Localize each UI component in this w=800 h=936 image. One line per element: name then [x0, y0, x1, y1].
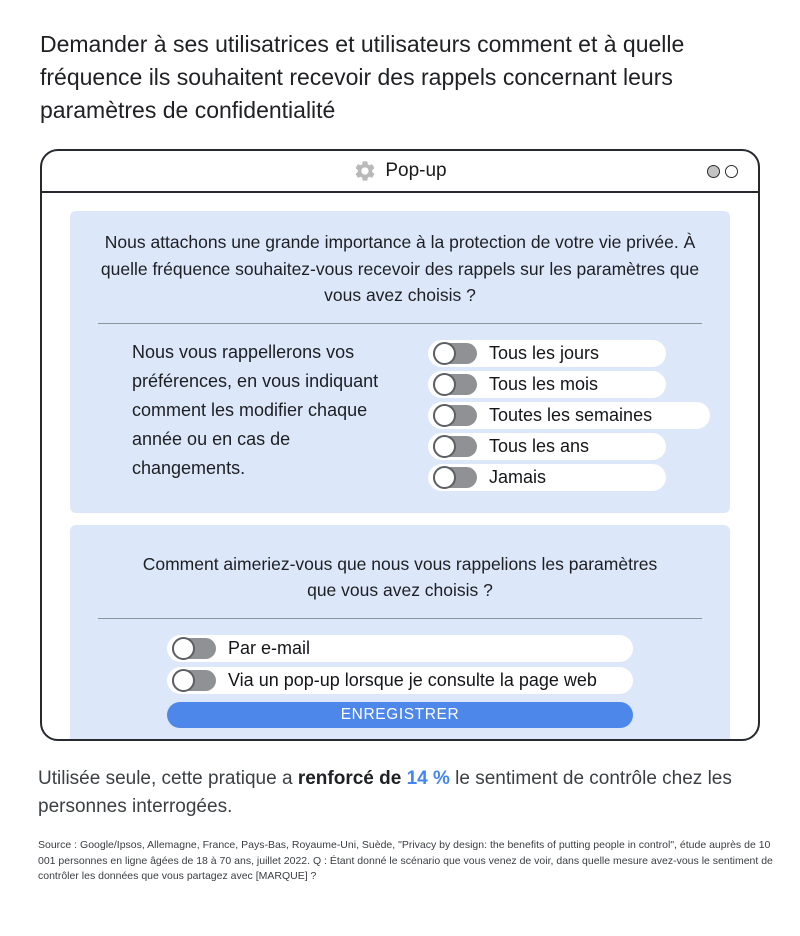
option-label: Tous les jours [489, 342, 600, 363]
option-tous-les-mois[interactable] [428, 371, 666, 398]
method-panel [70, 525, 730, 742]
window-header [42, 151, 758, 193]
toggle-off-icon[interactable] [172, 638, 216, 659]
option-via-popup[interactable] [167, 667, 633, 694]
window-title: Pop-up [385, 160, 447, 181]
popup-window [40, 149, 760, 741]
gear-icon [353, 159, 377, 183]
toggle-knob [433, 435, 456, 458]
option-par-email[interactable] [167, 635, 633, 662]
toggle-off-icon[interactable] [172, 670, 216, 691]
option-label: Via un pop-up lorsque je consulte la page web [228, 669, 597, 690]
save-button[interactable]: ENREGISTRER [167, 702, 633, 728]
option-jamais[interactable] [428, 464, 666, 491]
result-suffix: le sentiment de contrôle chez les personnes interrogées. [38, 768, 732, 817]
toggle-off-icon[interactable] [433, 374, 477, 395]
frequency-description: Nous vous rappellerons vos préférences, en vous indiquant comment les modifier chaque année ou en cas de changements. [132, 341, 379, 478]
page [0, 28, 800, 936]
toggle-knob [433, 373, 456, 396]
method-options [167, 635, 633, 728]
frequency-content [90, 324, 710, 497]
result-value: 14 % [406, 768, 450, 789]
option-label: Tous les mois [489, 373, 599, 394]
option-tous-les-jours[interactable] [428, 340, 666, 367]
frequency-question: Nous attachons une grande importance à la protection de votre vie privée. À quelle fréquence souhaitez-vous recevoir des rappels sur les paramètres que vous avez choisis ? [100, 232, 700, 305]
option-tous-les-ans[interactable] [428, 433, 666, 460]
divider [98, 618, 702, 619]
result-emphasis: renforcé de [297, 768, 407, 789]
frequency-panel [70, 211, 730, 513]
toggle-knob [433, 466, 456, 489]
frequency-options [428, 338, 710, 491]
toggle-knob [172, 637, 195, 660]
result-statement [38, 765, 762, 821]
option-label: Tous les ans [489, 435, 590, 456]
window-body [42, 193, 758, 741]
window-control-circle-filled[interactable] [707, 165, 720, 178]
toggle-off-icon[interactable] [433, 343, 477, 364]
page-title: Demander à ses utilisatrices et utilisateurs comment et à quelle fréquence ils souhaitent recevoir des rappels concernant leurs paramètres de confidentialité [40, 31, 685, 123]
option-label: Toutes les semaines [489, 404, 653, 425]
toggle-knob [172, 669, 195, 692]
method-question: Comment aimeriez-vous que nous vous rappelions les paramètres que vous avez choisis ? [142, 553, 658, 600]
window-controls [707, 151, 738, 191]
toggle-knob [433, 404, 456, 427]
option-label: Par e-mail [228, 637, 311, 658]
source-note: Source : Google/Ipsos, Allemagne, France, Pays-Bas, Royaume-Uni, Suède, "Privacy by design: the benefits of putting people in control", étude auprès de 10 001 personnes en ligne âgées de 18 à 70 ans, juillet 2022. Q : Étant donné le scénario que vous venez de voir, dans quelle mesure avez-vous le sentiment de contrôler les données que vous partagez avec [MARQUE] ? [38, 839, 773, 882]
toggle-knob [433, 342, 456, 365]
result-prefix: Utilisée seule, cette pratique a [38, 768, 298, 789]
option-label: Jamais [489, 466, 547, 487]
window-control-circle-outline[interactable] [725, 165, 738, 178]
option-toutes-les-semaines[interactable] [428, 402, 710, 429]
toggle-off-icon[interactable] [433, 436, 477, 457]
toggle-off-icon[interactable] [433, 405, 477, 426]
toggle-off-icon[interactable] [433, 467, 477, 488]
window-title-group [353, 159, 446, 183]
